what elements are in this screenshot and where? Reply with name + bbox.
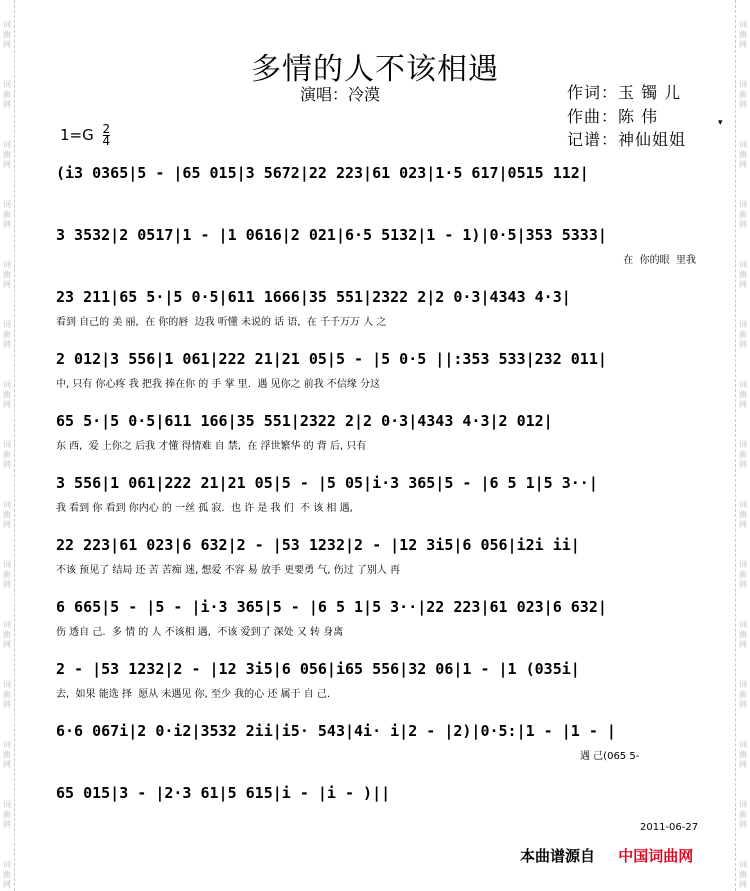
- watermark-text: 词 曲 网: [739, 500, 747, 529]
- watermark-text: 词 曲 网: [739, 800, 747, 829]
- watermark-text: 词 曲 网: [3, 380, 11, 409]
- watermark-text: 词 曲 网: [739, 260, 747, 289]
- watermark-text: 词 曲 网: [3, 560, 11, 589]
- watermark-text: 词 曲 网: [3, 500, 11, 529]
- watermark-text: 词 曲 网: [3, 20, 11, 49]
- watermark-text: 词 曲 网: [3, 80, 11, 109]
- watermark-text: 词 曲 网: [3, 860, 11, 889]
- watermark-text: 词 曲 网: [739, 20, 747, 49]
- key-signature: [60, 124, 110, 147]
- score-line: 2 012|3 556|1 061|222 21|21 05|5 - |5 0·5 ||:353 533|232 011|: [56, 350, 607, 368]
- lyric-line: 中, 只有 你心疼 我 把我 捧在你 的 手 掌 里. 遇 见你之 前我 不信缘 分这: [56, 379, 381, 390]
- watermark-text: 词 曲 网: [3, 200, 11, 229]
- time-signature-bottom: 4: [102, 134, 111, 148]
- watermark-text: 词 曲 网: [3, 800, 11, 829]
- watermark-text: 词 曲 网: [739, 140, 747, 169]
- watermark-text: 词 曲 网: [3, 620, 11, 649]
- score-line: 6 665|5 - |5 - |i·3 365|5 - |6 5 1|5 3··|22 223|61 023|6 632|: [56, 598, 607, 616]
- watermark-text: 词 曲 网: [739, 860, 747, 889]
- lyric-line: 看到 自己的 美 丽, 在 你的唇 边我 听懂 未说的 话 语, 在 千千万万 人 之: [56, 317, 387, 328]
- score-line: 3 3532|2 0517|1 - |1 0616|2 021|6·5 5132|1 - 1)|0·5|353 5333|: [56, 226, 607, 244]
- transcriber-credit: 记谱：神仙姐姐: [567, 130, 687, 149]
- watermark-text: 词 曲 网: [739, 320, 747, 349]
- watermark-text: 词 曲 网: [739, 560, 747, 589]
- watermark-text: 词 曲 网: [3, 260, 11, 289]
- key-label: 1=G: [60, 126, 94, 144]
- composer-credit: 作曲：陈 伟: [567, 107, 659, 126]
- source-label: 本曲谱源自: [520, 847, 596, 865]
- score-line: 23 211|65 5·|5 0·5|611 1666|35 551|2322 2|2 0·3|4343 4·3|: [56, 288, 571, 306]
- watermark-text: 词 曲 网: [739, 680, 747, 709]
- lyricist-credit: 作词：玉 镯 儿: [567, 83, 682, 102]
- watermark-text: 词 曲 网: [739, 380, 747, 409]
- lyric-line: 伤 透自 己. 多 情 的 人 不该相 遇, 不该 爱到了 深处 又 转 身离: [56, 627, 344, 638]
- lyric-line: 不该 预见了 结局 还 苦 苦痴 迷, 想爱 不容 易 放手 更要勇 气, 伤过 了别人 再: [56, 565, 401, 576]
- time-signature-top: 2: [102, 122, 111, 136]
- lyric-line: 在 你的眼 里我: [623, 255, 696, 266]
- watermark-text: 词 曲 网: [3, 440, 11, 469]
- watermark-text: 词 曲 网: [739, 440, 747, 469]
- transcription-date: 2011-06-27: [640, 822, 699, 833]
- singer-credit: 演唱：冷漠: [300, 85, 381, 104]
- lyric-line: [56, 189, 696, 205]
- lyric-line: [56, 809, 696, 825]
- watermark-text: 词 曲 网: [739, 740, 747, 769]
- watermark-text: 词 曲 网: [3, 680, 11, 709]
- score-line: 65 5·|5 0·5|611 166|35 551|2322 2|2 0·3|4343 4·3|2 012|: [56, 412, 553, 430]
- song-title: 多情的人不该相遇: [251, 52, 499, 87]
- lyric-line: 东 西, 爱 上你之 后我 才懂 得情难 自 禁, 在 浮世繁华 的 背 后, 只有: [56, 441, 367, 452]
- source-brand: 中国词曲网: [618, 847, 694, 865]
- lyric-line: 去, 如果 能选 择 愿从 未遇见 你, 至少 我的心 还 属于 自 己.: [56, 689, 331, 700]
- watermark-text: 词 曲 网: [3, 140, 11, 169]
- watermark-text: 词 曲 网: [3, 740, 11, 769]
- source-credit: [520, 845, 693, 866]
- score-line: 65 015|3 - |2·3 61|5 615|i - |i - )||: [56, 784, 391, 802]
- watermark-text: 词 曲 网: [739, 80, 747, 109]
- lyric-line: 我 看到 你 看到 你内心 的 一丝 孤 寂. 也 许 是 我 们 不 该 相 遇,: [56, 503, 353, 514]
- score-line: 6·6 067i|2 0·i2|3532 2ii|i5· 543|4i· i|2 - |2)|0·5:|1 - |1 - |: [56, 722, 616, 740]
- score-line: 22 223|61 023|6 632|2 - |53 1232|2 - |12 3i5|6 056|i2i ii|: [56, 536, 580, 554]
- watermark-text: 词 曲 网: [3, 320, 11, 349]
- corner-marker-icon: ▾: [718, 118, 723, 128]
- score-line: (i3 0365|5 - |65 015|3 5672|22 223|61 023|1·5 617|0515 112|: [56, 164, 589, 182]
- score-line: 2 - |53 1232|2 - |12 3i5|6 056|i65 556|32 06|1 - |1 (035i|: [56, 660, 580, 678]
- lyric-line: 遇 己(065 5-: [580, 751, 640, 762]
- watermark-text: 词 曲 网: [739, 200, 747, 229]
- watermark-text: 词 曲 网: [739, 620, 747, 649]
- score-line: 3 556|1 061|222 21|21 05|5 - |5 05|i·3 365|5 - |6 5 1|5 3··|: [56, 474, 598, 492]
- time-signature: [103, 124, 111, 147]
